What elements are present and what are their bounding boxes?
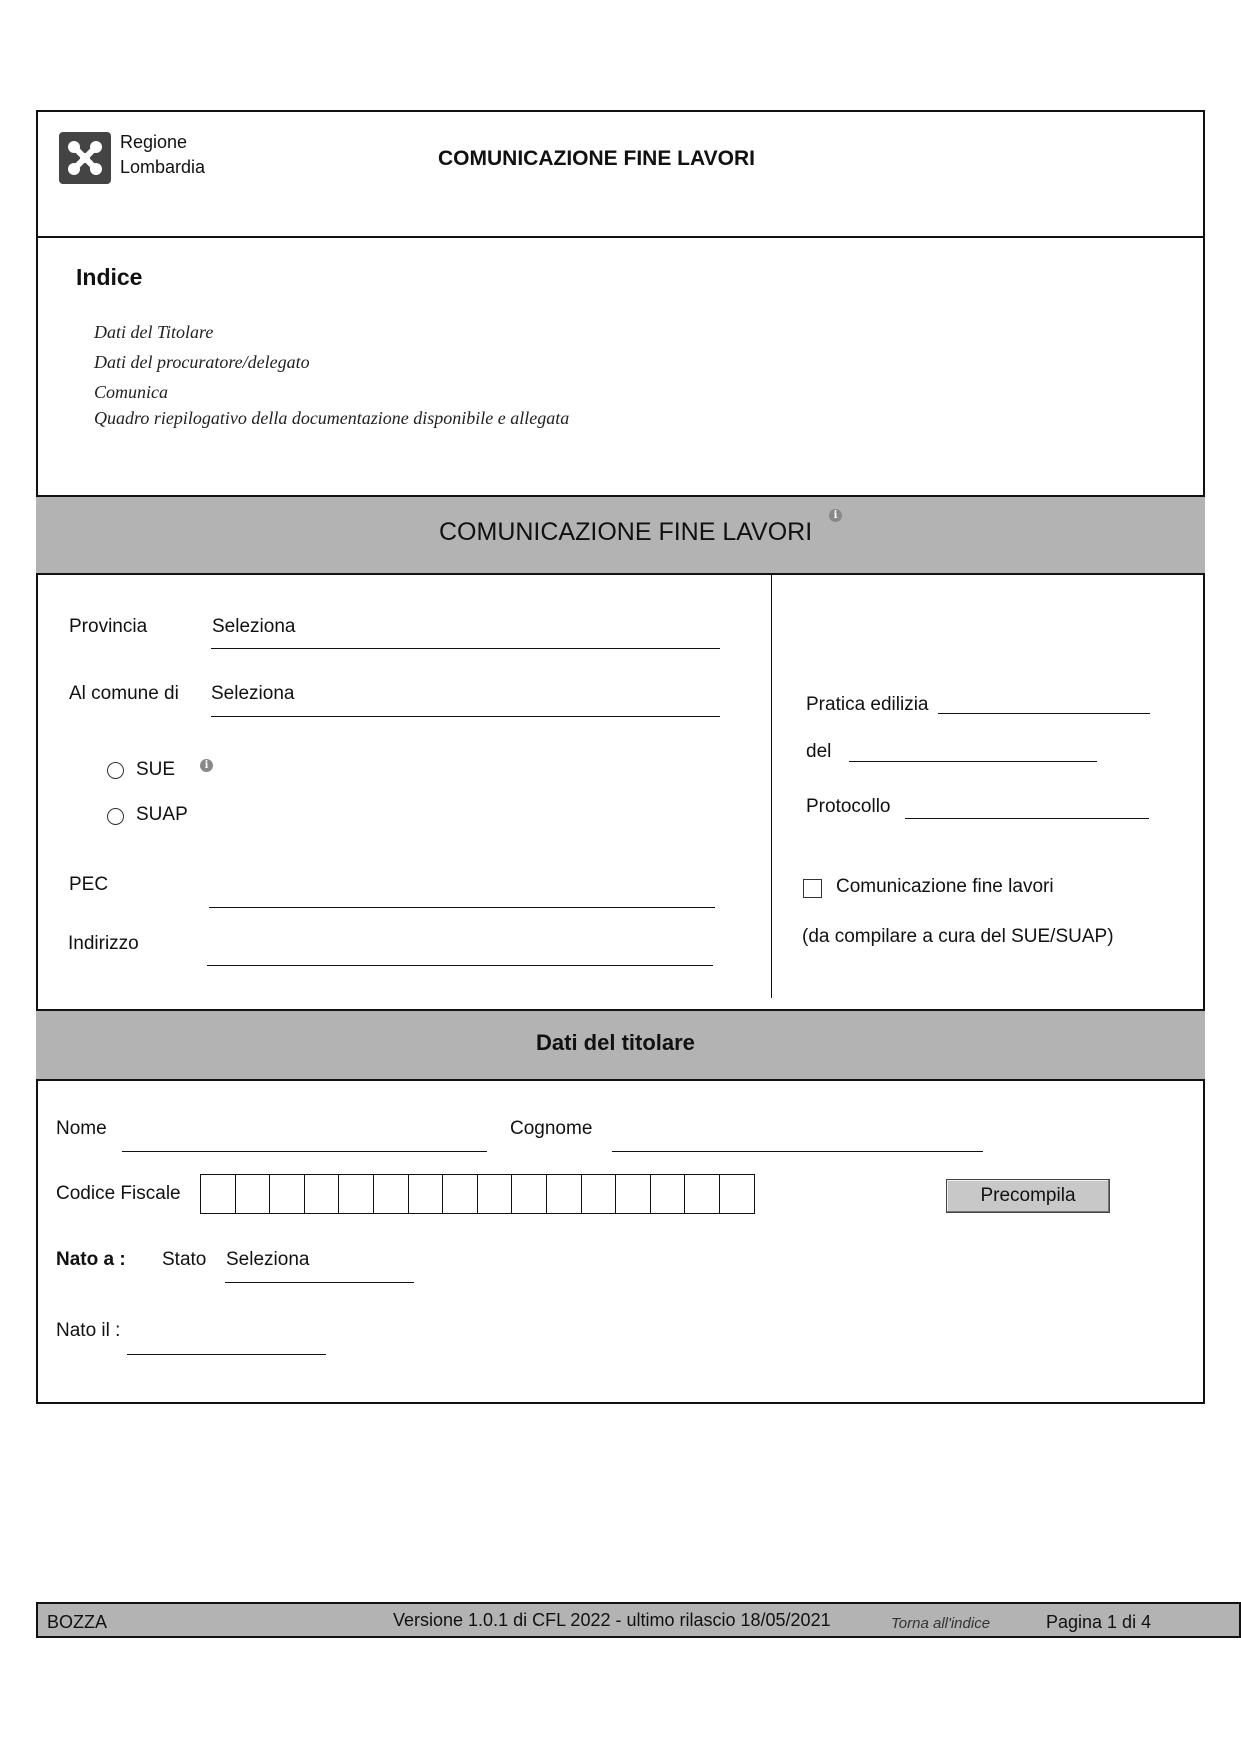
- cf-box[interactable]: [443, 1175, 478, 1213]
- cf-box[interactable]: [305, 1175, 340, 1213]
- cf-box[interactable]: [374, 1175, 409, 1213]
- index-link-procuratore[interactable]: Dati del procuratore/delegato: [94, 352, 310, 372]
- cf-box[interactable]: [236, 1175, 271, 1213]
- protocollo-label: Protocollo: [806, 796, 891, 817]
- footer-page-number: Pagina 1 di 4: [1046, 1612, 1152, 1632]
- nato-a-label: Nato a :: [56, 1249, 126, 1270]
- cf-box[interactable]: [685, 1175, 720, 1213]
- cf-box[interactable]: [512, 1175, 547, 1213]
- footer-back-to-index-link[interactable]: Torna all'indice: [891, 1615, 991, 1632]
- comune-select[interactable]: Seleziona: [211, 683, 295, 704]
- provincia-underline: [211, 648, 720, 649]
- cf-box[interactable]: [582, 1175, 617, 1213]
- del-input[interactable]: [849, 761, 1097, 762]
- provincia-select[interactable]: Seleziona: [212, 616, 296, 637]
- pratica-edilizia-label: Pratica edilizia: [806, 694, 929, 715]
- codice-fiscale-boxes[interactable]: [200, 1174, 755, 1214]
- cf-box[interactable]: [201, 1175, 236, 1213]
- compilare-note: (da compilare a cura del SUE/SUAP): [802, 926, 1114, 947]
- logo-text-line1: Regione: [120, 132, 188, 152]
- suap-radio-label: SUAP: [136, 804, 188, 825]
- stato-label: Stato: [162, 1249, 207, 1270]
- provincia-label: Provincia: [69, 616, 148, 637]
- comunicazione-fine-lavori-label: Comunicazione fine lavori: [836, 876, 1054, 897]
- pec-input[interactable]: [210, 874, 710, 896]
- footer-status: BOZZA: [47, 1612, 108, 1632]
- section-title-comunicazione: COMUNICAZIONE FINE LAVORI: [439, 518, 813, 546]
- cf-box[interactable]: [720, 1175, 755, 1213]
- cf-box[interactable]: [409, 1175, 444, 1213]
- indirizzo-input[interactable]: [208, 933, 708, 955]
- index-link-comunica[interactable]: Comunica: [94, 382, 168, 402]
- footer-version: Versione 1.0.1 di CFL 2022 - ultimo rilascio 18/05/2021: [393, 1610, 831, 1630]
- stato-underline: [225, 1282, 414, 1283]
- pec-label: PEC: [69, 874, 109, 895]
- nato-il-input[interactable]: [127, 1354, 326, 1355]
- nome-input[interactable]: [122, 1151, 487, 1152]
- precompila-button[interactable]: Precompila: [946, 1179, 1110, 1213]
- protocollo-input[interactable]: [905, 818, 1149, 819]
- indirizzo-underline: [207, 965, 713, 966]
- info-icon-sue[interactable]: i: [200, 759, 213, 772]
- nato-il-label: Nato il :: [56, 1320, 121, 1341]
- codice-fiscale-label: Codice Fiscale: [56, 1183, 181, 1204]
- pratica-edilizia-input[interactable]: [938, 713, 1150, 714]
- cognome-label: Cognome: [510, 1118, 593, 1139]
- index-heading: Indice: [76, 264, 143, 290]
- suap-radio[interactable]: [107, 808, 124, 825]
- cf-box[interactable]: [547, 1175, 582, 1213]
- nome-label: Nome: [56, 1118, 107, 1139]
- sue-radio[interactable]: [107, 762, 124, 779]
- comune-underline: [211, 716, 720, 717]
- info-icon-section[interactable]: i: [829, 509, 842, 522]
- cf-box[interactable]: [651, 1175, 686, 1213]
- indirizzo-label: Indirizzo: [68, 933, 139, 954]
- header-divider: [36, 236, 1205, 238]
- cf-box[interactable]: [616, 1175, 651, 1213]
- pec-underline: [209, 907, 715, 908]
- cognome-input[interactable]: [612, 1151, 983, 1152]
- index-link-titolare[interactable]: Dati del Titolare: [94, 322, 214, 342]
- cf-box[interactable]: [270, 1175, 305, 1213]
- region-logo-icon: [59, 132, 111, 184]
- stato-select[interactable]: Seleziona: [226, 1249, 310, 1270]
- cf-box[interactable]: [339, 1175, 374, 1213]
- index-link-quadro[interactable]: Quadro riepilogativo della documentazione disponibile e allegata: [94, 408, 570, 428]
- del-label: del: [806, 741, 832, 762]
- sue-radio-label: SUE: [136, 759, 176, 780]
- section-title-titolare: Dati del titolare: [536, 1030, 695, 1055]
- document-title: COMUNICAZIONE FINE LAVORI: [438, 147, 755, 170]
- region-logo: [59, 132, 111, 184]
- comune-label: Al comune di: [69, 683, 179, 704]
- comunicazione-fine-lavori-checkbox[interactable]: [803, 879, 822, 898]
- cf-box[interactable]: [478, 1175, 513, 1213]
- logo-text-line2: Lombardia: [120, 157, 206, 177]
- section-vertical-divider: [771, 573, 772, 998]
